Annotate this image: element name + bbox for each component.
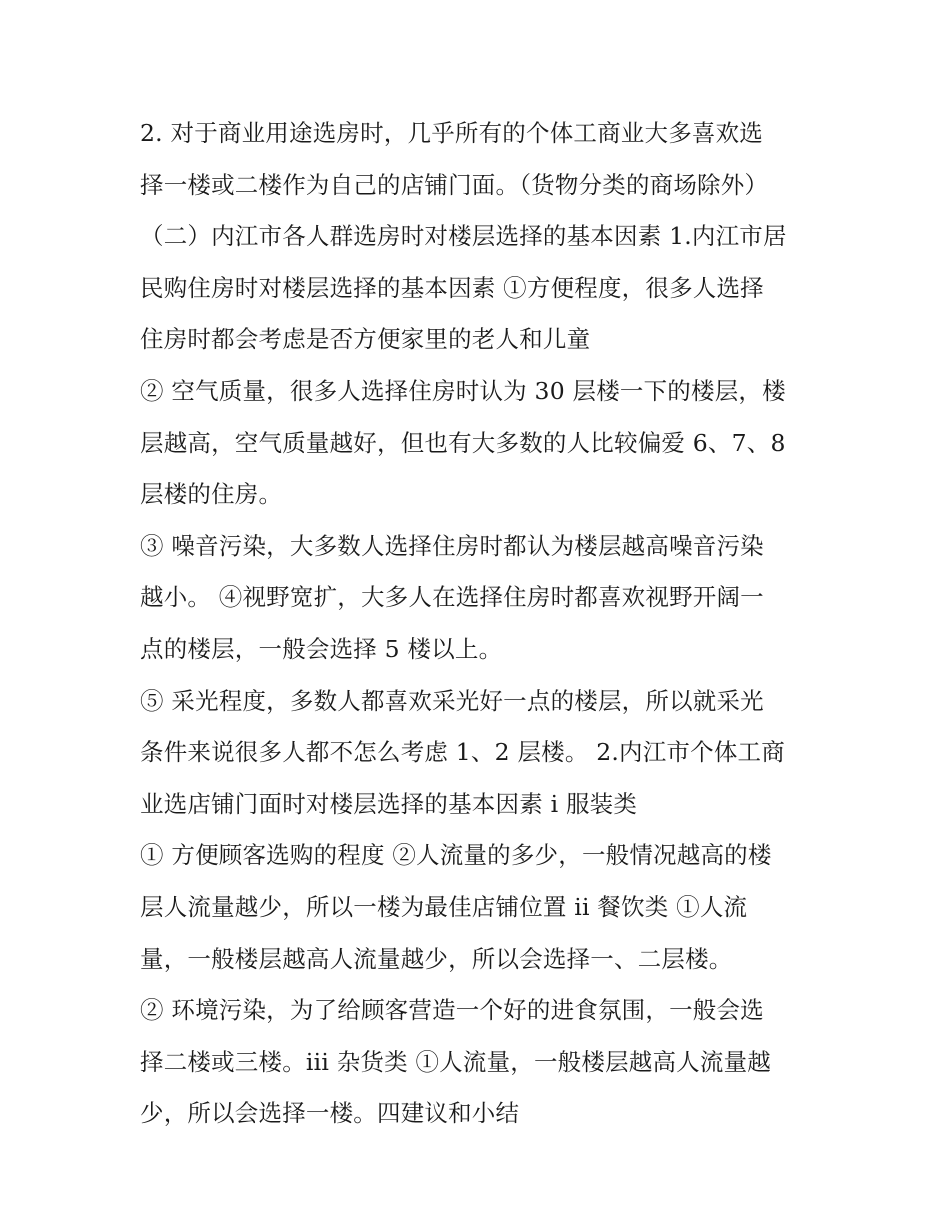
text-line: 量，一般楼层越高人流量越少，所以会选择一、二层楼。 [140,944,733,973]
text-line: 少，所以会选择一楼。四建议和小结 [140,1099,520,1128]
text-line: ⑤ 采光程度，多数人都喜欢采光好一点的楼层，所以就采光 [140,686,764,715]
text-line: ① 方便顾客选购的程度 ②人流量的多少，一般情况越高的楼 [140,841,772,870]
text-line: 民购住房时对楼层选择的基本因素 ①方便程度，很多人选择 [140,273,764,302]
text-line: 层楼的住房。 [140,480,283,509]
text-line: 层人流量越少，所以一楼为最佳店铺位置 ii 餐饮类 ①人流 [140,892,748,921]
text-line: 点的楼层，一般会选择 5 楼以上。 [140,634,503,663]
text-line: 条件来说很多人都不怎么考虑 1、2 层楼。 2.内江市个体工商 [140,738,785,767]
text-line: 层越高，空气质量越好，但也有大多数的人比较偏爱 6、7、8 [140,428,786,457]
body-text [140,108,820,1140]
text-line: 业选店铺门面时对楼层选择的基本因素 i 服装类 [140,789,638,818]
text-line: ③ 噪音污染，大多数人选择住房时都认为楼层越高噪音污染 [140,531,764,560]
text-line: （二）内江市各人群选房时对楼层选择的基本因素 1.内江市居 [140,222,787,251]
text-line: 越小。 ④视野宽扩，大多人在选择住房时都喜欢视野开阔一 [140,583,764,612]
text-line: 住房时都会考虑是否方便家里的老人和儿童 [140,325,591,354]
text-line: 择一楼或二楼作为自己的店铺门面。（货物分类的商场除外） [140,170,769,199]
text-line: ② 空气质量，很多人选择住房时认为 30 层楼一下的楼层，楼 [140,376,786,405]
text-line: 择二楼或三楼。iii 杂货类 ①人流量，一般楼层越高人流量越 [140,1047,771,1076]
text-line: ② 环境污染，为了给顾客营造一个好的进食氛围，一般会选 [140,996,764,1025]
text-line: 2. 对于商业用途选房时，几乎所有的个体工商业大多喜欢选 [140,119,763,147]
